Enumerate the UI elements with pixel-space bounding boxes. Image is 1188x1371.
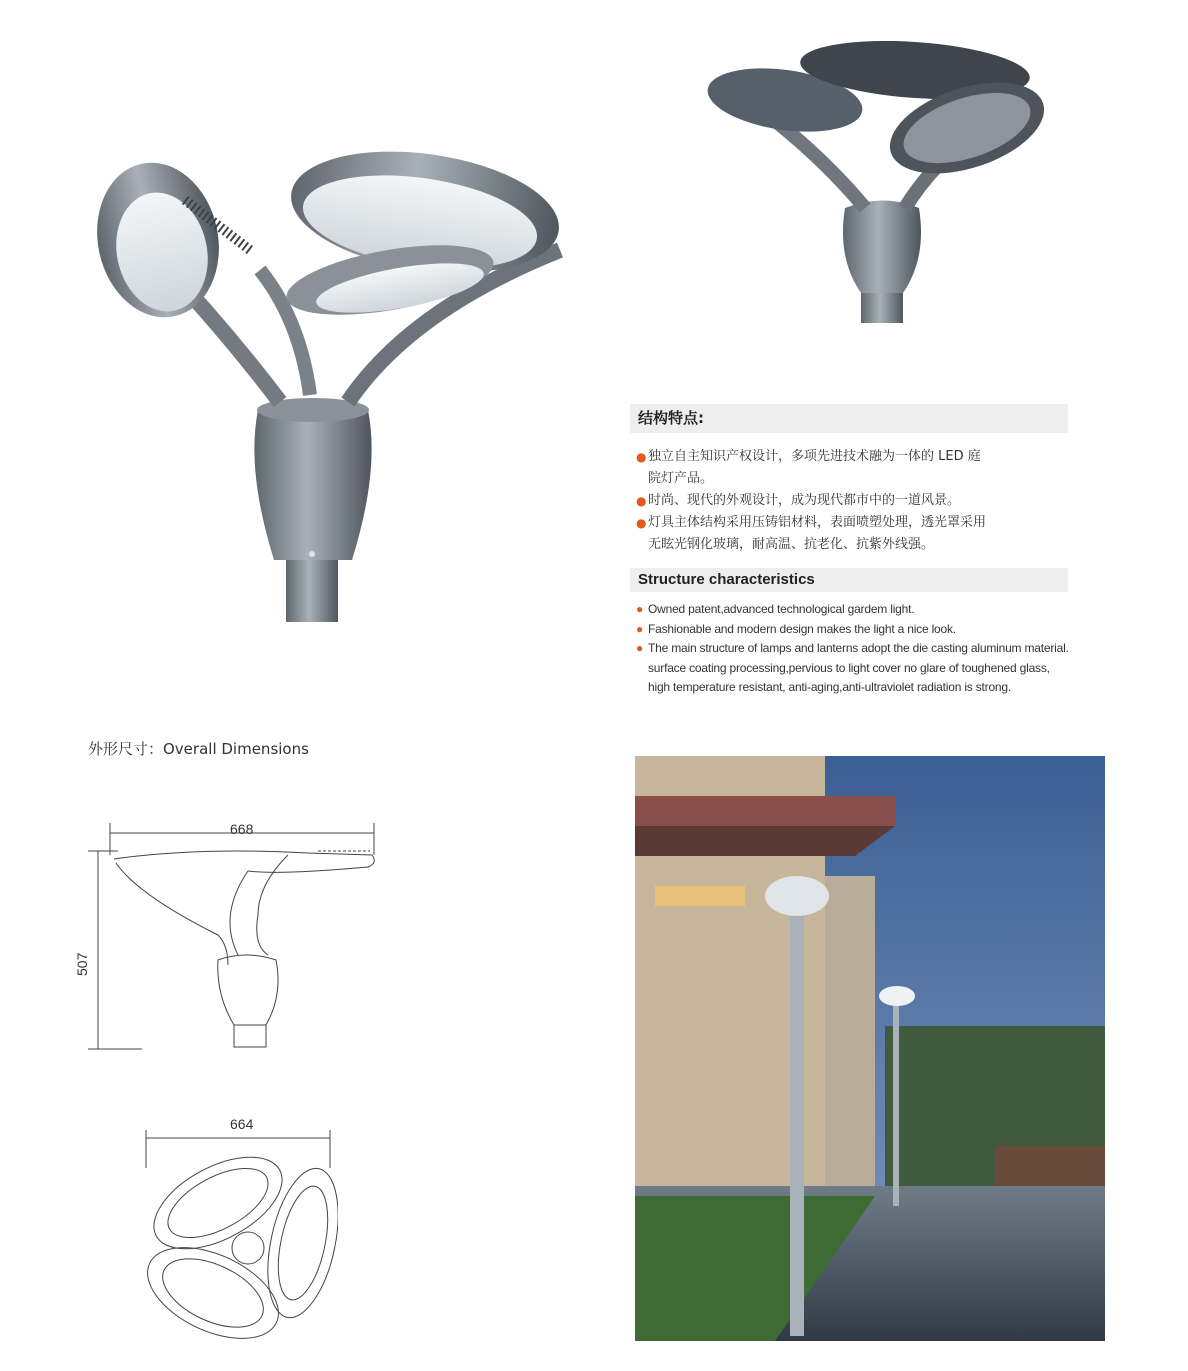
- bullet-icon: ●: [636, 450, 647, 464]
- dimension-label-top-width: 664: [230, 1116, 254, 1132]
- list-item: ● Owned patent,advanced technological gardem light.: [636, 600, 1096, 620]
- list-item: high temperature resistant, anti-aging,anti-ultraviolet radiation is strong.: [648, 680, 1011, 694]
- bullet-icon: ●: [636, 516, 647, 530]
- lamp-product-image-front: [90, 140, 580, 625]
- list-item: 无眩光钢化玻璃，耐高温、抗老化、抗紫外线强。: [648, 537, 935, 552]
- list-item: ● 灯具主体结构采用压铸铝材料，表面喷塑处理，透光罩采用: [636, 512, 1056, 534]
- dimension-label-side-width: 668: [230, 821, 254, 837]
- bullet-icon: ●: [636, 641, 644, 655]
- list-item: ● Fashionable and modern design makes the light a nice look.: [636, 620, 1096, 640]
- structure-header-zh: 结构特点:: [630, 404, 1068, 433]
- list-item: ● 时尚、现代的外观设计，成为现代都市中的一道风景。: [636, 490, 1056, 512]
- list-item: 院灯产品。: [648, 471, 714, 486]
- dimensions-title: 外形尺寸：Overall Dimensions: [88, 740, 309, 758]
- top-view-drawing: [138, 1128, 338, 1368]
- list-item: surface coating processing,pervious to light cover no glare of toughened glass,: [648, 660, 1050, 675]
- night-scene-photo: [635, 756, 1105, 1341]
- bullet-icon: ●: [636, 494, 647, 508]
- list-item: ● The main structure of lamps and lanterns adopt the die casting aluminum material.: [636, 639, 1096, 659]
- list-item: ● 独立自主知识产权设计，多项先进技术融为一体的 LED 庭: [636, 446, 1056, 468]
- bullet-icon: ●: [636, 602, 644, 616]
- dimension-label-side-height: 507: [74, 952, 90, 976]
- structure-list-zh: [636, 446, 1056, 556]
- side-view-drawing: [78, 815, 388, 1065]
- structure-header-en: Structure characteristics: [630, 568, 1068, 592]
- bullet-icon: ●: [636, 621, 644, 636]
- lamp-product-image-rear: [705, 38, 1057, 328]
- structure-list-en: [636, 600, 1096, 698]
